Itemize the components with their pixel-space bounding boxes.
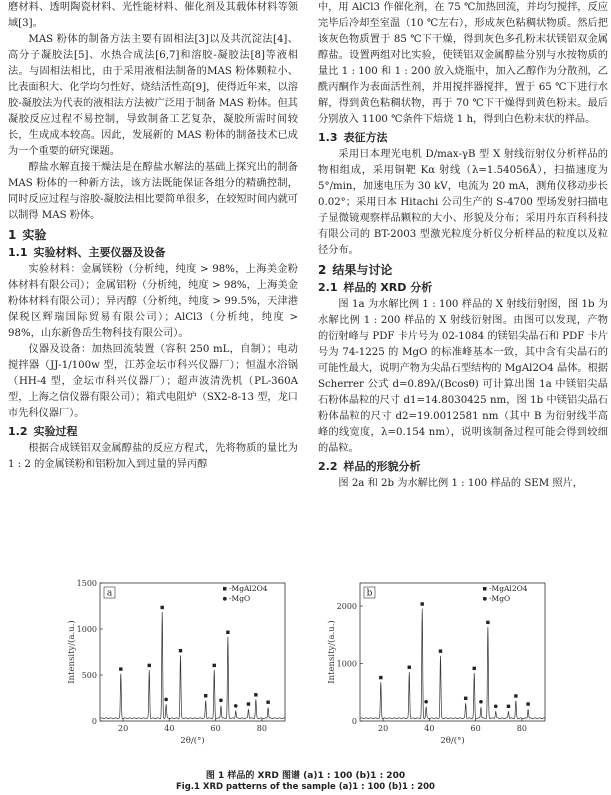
peak-marker-mgo: [479, 700, 483, 704]
section-1-3-heading: [318, 130, 608, 146]
peak-marker-mgal2o4: [266, 701, 269, 704]
peak-marker-mgal2o4: [507, 705, 510, 708]
right-column: [318, 0, 608, 492]
section-1-3-number: 1.3: [318, 131, 338, 144]
section-1-1-heading: [8, 245, 298, 261]
peak-marker-mgal2o4: [514, 694, 517, 697]
x-axis-label: 2θ/(°): [440, 736, 465, 746]
legend-marker-mgal2o4: [483, 587, 487, 591]
figure-1: [60, 577, 600, 755]
peak-marker-mgal2o4: [119, 667, 122, 670]
peak-marker-mgal2o4: [179, 649, 182, 652]
peak-marker-mgal2o4: [254, 693, 257, 696]
section-2-1-number: 2.1: [318, 281, 338, 294]
legend-label: -MgAl2O4: [229, 584, 268, 593]
paragraph-intro-tail: 磨材料、透明陶瓷材料、光性能材料、催化剂及其载体材料等领域[3]。: [8, 2, 298, 29]
figure-caption-en: Fig.1 XRD patterns of the sample (a)1 : 100 (b)1 : 200: [176, 782, 435, 792]
peak-marker-mgal2o4: [473, 667, 476, 670]
panel-label: a: [106, 588, 113, 599]
plot-frame: [100, 583, 285, 721]
x-axis-label: 2θ/(°): [180, 736, 205, 746]
y-axis-label: Intensity/(a.u.): [67, 620, 77, 684]
x-tick-label: 20: [378, 724, 389, 733]
legend-label: -MgO: [489, 594, 511, 603]
xrd-panel-a: [66, 579, 285, 746]
xrd-spectrum-line: [360, 609, 545, 719]
peak-marker-mgal2o4: [439, 649, 442, 652]
paragraph-process: 根据合成镁铝双金属醇盐的反应方程式，先将物质的量比为 1 : 2 的金属镁粉和铝粉加入到过量的异丙醇: [8, 443, 298, 470]
paragraph-sem: 图 2a 和 2b 为水解比例 1 : 100 样品的 SEM 照片，: [338, 478, 583, 489]
section-1-2-heading: [8, 424, 298, 440]
panel-label: b: [366, 588, 373, 599]
peak-marker-mgal2o4: [464, 697, 467, 700]
peak-marker-mgal2o4: [486, 621, 489, 624]
peak-marker-mgal2o4: [247, 702, 250, 705]
peak-marker-mgal2o4: [226, 631, 229, 634]
x-tick-label: 60: [210, 724, 221, 733]
paragraph-instruments: 仪器及设备：加热回流装置（容积 250 mL，自制）；电动搅拌器（JJ-1/100w 型，江苏金坛市科兴仪器厂）；恒温水浴锅（HH-4 型，金坛市科兴仪器厂）；超声波清洗机（PL-360A 型，上海之信仪器有限公司）；箱式电阻炉（SX2-8-13 型，龙口市先科仪器厂）。: [8, 344, 298, 419]
section-2-1-heading: [318, 280, 608, 296]
peak-marker-mgal2o4: [161, 606, 164, 609]
section-1-1-number: 1.1: [8, 246, 28, 259]
section-1-title: 实验: [22, 228, 47, 242]
y-tick-label: 1000: [336, 659, 357, 669]
plot-frame: [360, 583, 545, 721]
x-tick-label: 40: [164, 724, 175, 733]
xrd-spectrum-line: [100, 612, 285, 719]
paragraph-process-continued: 中，用 AlCl3 作催化剂，在 75 ℃加热回流，并均匀搅拌，反应完毕后冷却至室温（10 ℃左右），形成灰色粘稠状物质。然后把该灰色物质置于 85 ℃下干燥，得到灰色多孔粉末状镁铝双金属醇盐。设置两组对比实验，使镁铝双金属醇盐分别与水按物质的量比 1 : 100 和 1 : 200 放入烧瓶中，加入乙醇作为分散剂，乙酰丙酮作为表面活性剂，并用搅拌器搅拌，置于 65 ℃下进行水解，得到黄色粘稠状物，再于 70 ℃下干燥得到黄色粉末。最后分别放入 1100 ℃条件下焙烧 1 h，得到白色粉末状的样品。: [318, 2, 608, 125]
peak-marker-mgo: [219, 699, 223, 703]
y-tick-label: 2000: [336, 602, 357, 611]
peak-marker-mgal2o4: [213, 664, 216, 667]
y-axis-label: Intensity/(a.u.): [327, 620, 337, 684]
y-tick-label: 0: [351, 717, 357, 726]
y-tick-label: 500: [81, 671, 97, 680]
paragraph-xrd: 图 1a 为水解比例 1 : 100 样品的 X 射线衍射图，图 1b 为水解比例 1 : 200 样品的 X 射线衍射图。由图可以发现，产物的衍射峰与 PDF 卡片号为 02-1084 的镁铝尖晶石和 PDF 卡片号为 74-1225 的 MgO 的标准峰基本一致，其中含有尖晶石的可能性最大，说明产物为尖晶石型结构的 MgAl2O4 晶体。根据 Scherrer 公式 d=0.89λ/(Bcosθ) 可计算出图 1a 中镁铝尖晶石粉体晶粒的尺寸 d1=14.8030425 nm，图 1b 中镁铝尖晶石粉体晶粒的尺寸 d2=19.0012581 nm（其中 B 为衍射线半高峰的线宽度，λ=0.154 nm），说明该制备过程可能会得到较细的晶粒。: [318, 299, 608, 454]
section-2-2-title: 样品的形貌分析: [343, 460, 421, 473]
paragraph-methods: MAS 粉体的制备方法主要有固相法[3]以及共沉淀法[4]、高分子凝胶法[5]、水热合成法[6,7]和溶胶-凝胶法[8]等液相法。与固相法相比，由于采用液相法制备的MAS 粉体颗粒小、比表面积大、化学均匀性好、烧结活性高[9]，使得近年来，以溶胶-凝胶法为代表的液相法方法被广泛用于制备 MAS 粉体。但其凝胶反应过程不易控制，导致制备工艺复杂，凝胶所需时间较长，生成成本较高。因此，发展新的 MAS 粉体的制备技术已成为一个重要的研究课题。: [8, 34, 298, 157]
xrd-panel-b: [326, 583, 545, 746]
x-tick-label: 60: [470, 724, 481, 733]
section-1-2-number: 1.2: [8, 425, 28, 438]
peak-marker-mgal2o4: [379, 676, 382, 679]
section-2-title: 结果与讨论: [332, 263, 393, 277]
legend-label: -MgO: [229, 594, 251, 603]
paragraph-characterization: 采用日本理光电机 D/max-γB 型 X 射线衍射仪分析样品的物相组成，采用铜靶 Kα 射线（λ=1.54056Å），扫描速度为 5°/min，加速电压为 30 kV，电流为 20 mA，测角仪移动步长 0.02°；采用日本 Hitachi 公司生产的 S-4700 型场发射扫描电子显微镜观察样品颗粒的大小、形貌及分布；采用丹东百科科技有限公司的 BT-2003 型激光粒度分析仪分析样品的粒度以及粒径分布。: [318, 149, 608, 256]
peak-marker-mgal2o4: [148, 664, 151, 667]
section-1-number: 1: [8, 228, 17, 242]
x-tick-label: 80: [516, 724, 527, 733]
section-1-3-title: 表征方法: [343, 131, 388, 144]
legend-label: -MgAl2O4: [489, 584, 528, 593]
peak-marker-mgal2o4: [408, 666, 411, 669]
peak-marker-mgal2o4: [526, 702, 529, 705]
section-2-heading: [318, 262, 608, 278]
peak-marker-mgo: [164, 698, 168, 702]
section-2-number: 2: [318, 263, 327, 277]
y-tick-label: 1500: [76, 579, 97, 588]
section-1-heading: [8, 227, 298, 243]
xrd-figure: [60, 577, 600, 755]
section-1-2-title: 实验过程: [33, 425, 78, 438]
legend-marker-mgo: [223, 597, 227, 601]
section-2-2-heading: [318, 459, 608, 475]
left-column: [8, 0, 298, 473]
x-tick-label: 80: [256, 724, 267, 733]
section-2-2-number: 2.2: [318, 460, 338, 473]
peak-marker-mgo: [494, 705, 498, 709]
y-tick-label: 1000: [76, 625, 97, 634]
peak-marker-mgo: [234, 704, 238, 708]
x-tick-label: 20: [118, 724, 129, 733]
paragraph-hydrolysis: 醇盐水解直接干燥法是在醇盐水解法的基础上探究出的制备 MAS 粉体的一种新方法，该方法既能保证各组分的精确控制，同时反应过程与溶胶-凝胶法相比要简单很多，在较短时间内就可以制得 MAS 粉体。: [8, 162, 298, 221]
x-tick-label: 40: [424, 724, 435, 733]
peak-marker-mgal2o4: [204, 694, 207, 697]
paragraph-materials: 实验材料：金属镁粉（分析纯，纯度 > 98%，上海美金粉体材料有限公司）；金属铝粉（分析纯，纯度 > 98%，上海美金粉体材料有限公司）；异丙醇（分析纯，纯度 > 99.5%，天津港保税区辉瑞国际贸易有限公司）；AlCl3（分析纯，纯度 > 98%，山东新鲁岳生物科技有限公司）。: [8, 264, 298, 339]
figure-caption-cn: 图 1 样品的 XRD 图谱 (a)1 : 100 (b)1 : 200: [205, 771, 406, 781]
legend-marker-mgal2o4: [223, 587, 227, 591]
legend-marker-mgo: [483, 597, 487, 601]
peak-marker-mgal2o4: [421, 602, 424, 605]
section-1-1-title: 实验材料、主要仪器及设备: [33, 246, 166, 259]
peak-marker-mgo: [424, 700, 428, 704]
section-2-1-title: 样品的 XRD 分析: [343, 281, 433, 294]
y-tick-label: 0: [91, 717, 97, 726]
